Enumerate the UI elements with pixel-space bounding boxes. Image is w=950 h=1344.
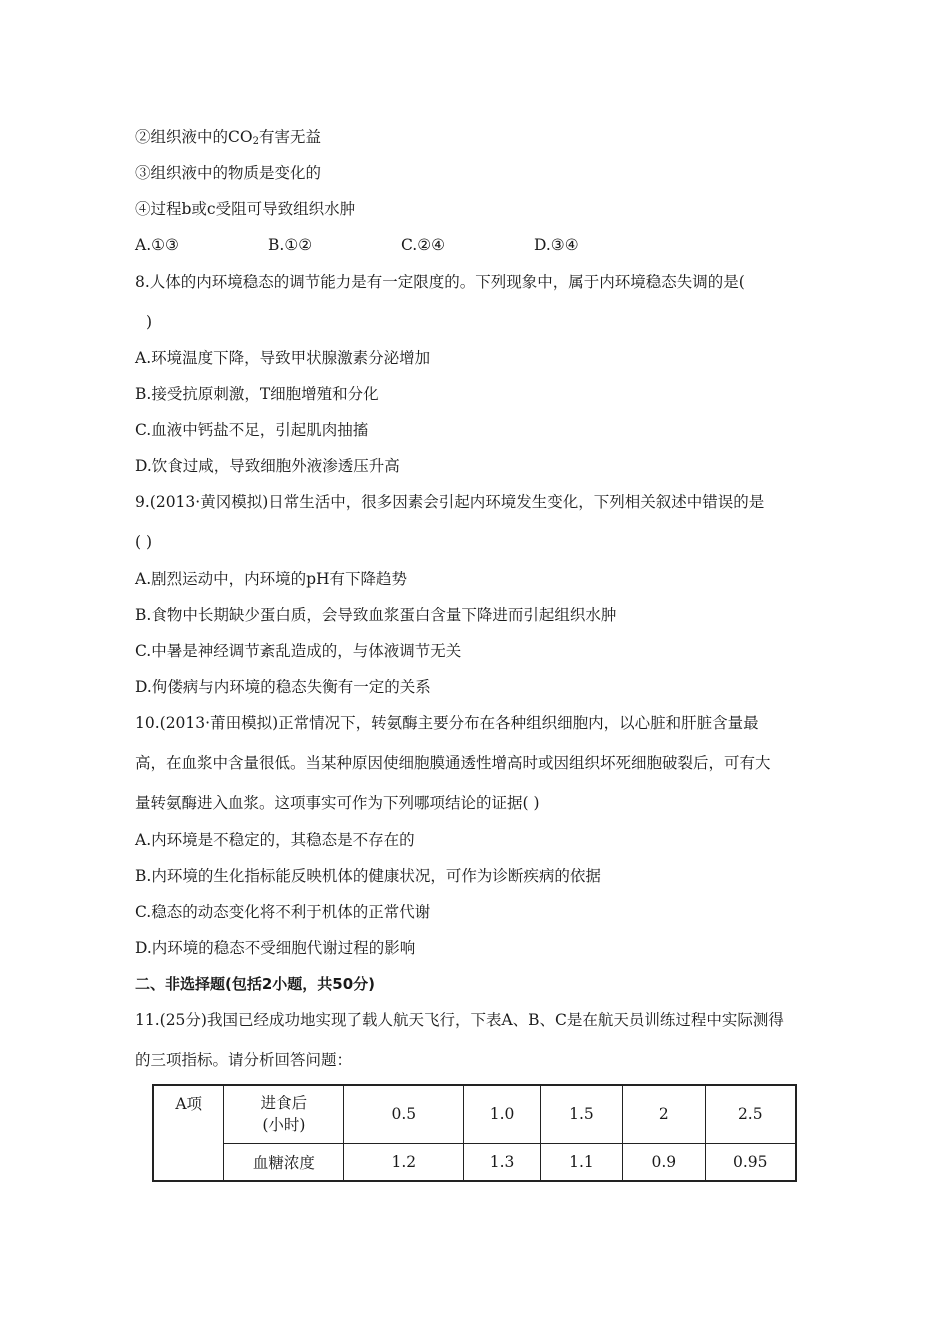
question-9-paren: ( ) [135,533,153,551]
table-cell: 1.0 [464,1085,540,1143]
question-10-line-1: 10.(2013·莆田模拟)正常情况下，转氨酶主要分布在各种组织细胞内，以心脏和肝脏含量最 [135,714,759,732]
section-heading: 二、非选择题(包括2小题，共50分) [135,975,376,993]
q9-option-c: C.中暑是神经调节紊乱造成的，与体液调节无关 [135,642,462,660]
question-8: 8.人体的内环境稳态的调节能力是有一定限度的。下列现象中，属于内环境稳态失调的是( [135,273,745,291]
statement-3: ③组织液中的物质是变化的 [135,164,322,182]
q10-option-c: C.稳态的动态变化将不利于机体的正常代谢 [135,903,431,921]
table-cell: 0.9 [623,1143,705,1181]
table-cell: 0.5 [344,1085,464,1143]
table-cell: 1.3 [464,1143,540,1181]
row2-label-cell: 血糖浓度 [224,1143,344,1181]
table-row [153,1085,796,1143]
q7-options [135,235,667,255]
table-row [153,1143,796,1181]
q7-option-d: D.③④ [534,236,579,254]
q9-option-b: B.食物中长期缺少蛋白质，会导致血浆蛋白含量下降进而引起组织水肿 [135,606,617,624]
table-cell: 1.2 [344,1143,464,1181]
q9-option-a: A.剧烈运动中，内环境的pH有下降趋势 [135,570,408,588]
statement-4: ④过程b或c受阻可导致组织水肿 [135,200,356,218]
question-11-line-2: 的三项指标。请分析回答问题： [135,1051,353,1069]
q7-option-a: A.①③ [135,236,179,254]
table-cell: 2 [623,1085,705,1143]
question-8-paren: ) [146,313,153,331]
table-cell: 2.5 [705,1085,796,1143]
q10-option-a: A.内环境是不稳定的，其稳态是不存在的 [135,831,415,849]
question-10-line-2: 高，在血浆中含量很低。当某种原因使细胞膜通透性增高时或因组织坏死细胞破裂后，可有大 [135,754,771,772]
q7-option-b: B.①② [268,236,313,254]
q8-option-b: B.接受抗原刺激，T细胞增殖和分化 [135,385,379,403]
question-11-line-1: 11.(25分)我国已经成功地实现了载人航天飞行，下表A、B、C是在航天员训练过程中实际测得 [135,1011,784,1029]
table-cell: 1.5 [540,1085,622,1143]
q10-option-b: B.内环境的生化指标能反映机体的健康状况，可作为诊断疾病的依据 [135,867,601,885]
q8-option-c: C.血液中钙盐不足，引起肌肉抽搐 [135,421,369,439]
question-9: 9.(2013·黄冈模拟)日常生活中，很多因素会引起内环境发生变化，下列相关叙述中错误的是 [135,493,765,511]
q9-option-d: D.佝偻病与内环境的稳态失衡有一定的关系 [135,678,431,696]
q8-option-d: D.饮食过咸，导致细胞外液渗透压升高 [135,457,400,475]
data-table [152,1084,797,1182]
table-cell: 1.1 [540,1143,622,1181]
q8-option-a: A.环境温度下降，导致甲状腺激素分泌增加 [135,349,431,367]
item-label-cell: A项 [153,1085,224,1181]
q7-option-c: C.②④ [401,236,446,254]
row1-label-cell: 进食后 (小时) [224,1085,344,1143]
q10-option-d: D.内环境的稳态不受细胞代谢过程的影响 [135,939,416,957]
statement-2: ②组织液中的$CO_2$有害无益 [135,128,321,147]
question-10-line-3: 量转氨酶进入血浆。这项事实可作为下列哪项结论的证据( ) [135,794,540,812]
table-cell: 0.95 [705,1143,796,1181]
